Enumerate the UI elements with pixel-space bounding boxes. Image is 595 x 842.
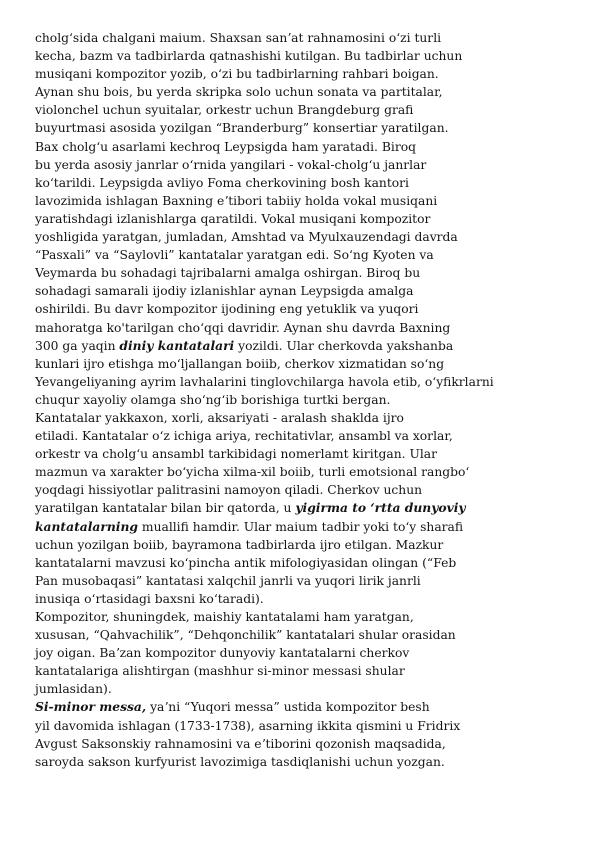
text-run: bu yerda asosiy janrlar oʻrnida yangilari - vokal-cholgʻu janrlar bbox=[35, 157, 427, 172]
text-run: “Pasxali” va “Saylovli” kantatalar yaratgan edi. Soʻng Kyoten va bbox=[35, 248, 434, 263]
text-run: jumlasidan). bbox=[35, 682, 112, 697]
text-line bbox=[35, 210, 590, 228]
text-line bbox=[35, 246, 590, 264]
text-line bbox=[35, 300, 590, 318]
text-line bbox=[35, 391, 590, 409]
text-line bbox=[35, 662, 590, 680]
emphasis-text: yigirma to ‘rtta dunyoviy bbox=[295, 500, 466, 516]
text-run: Yevangeliyaning ayrim lavhalarini tinglovchilarga havola etib, oʻyfikrlarni bbox=[35, 374, 494, 389]
text-run: oshirildi. Bu davr kompozitor ijodining eng yetuklik va yuqori bbox=[35, 302, 419, 317]
text-run: Veymarda bu sohadagi tajribalarni amalga oshirgan. Biroq bu bbox=[35, 266, 421, 281]
text-run: musiqani kompozitor yozib, oʻzi bu tadbirlarning rahbari boigan. bbox=[35, 67, 439, 82]
text-line bbox=[35, 373, 590, 391]
text-line bbox=[35, 264, 590, 282]
text-run: yil davomida ishlagan (1733-1738), asarning ikkita qismini u Fridrix bbox=[35, 718, 461, 733]
text-line bbox=[35, 228, 590, 246]
text-line bbox=[35, 554, 590, 572]
text-line bbox=[35, 481, 590, 499]
text-run: saroyda sakson kurfyurist lavozimiga tasdiqlanishi uchun yozgan. bbox=[35, 754, 445, 769]
text-run: kecha, bazm va tadbirlarda qatnashishi kutilgan. Bu tadbirlar uchun bbox=[35, 49, 463, 64]
text-line bbox=[35, 282, 590, 300]
text-line bbox=[35, 644, 590, 662]
text-run: joy oigan. Baʼzan kompozitor dunyoviy kantatalarni cherkov bbox=[35, 646, 410, 661]
text-line bbox=[35, 680, 590, 698]
text-run: yaratilgan kantatalar bilan bir qatorda, u bbox=[35, 501, 296, 516]
text-run: kantatalariga alishtirgan (mashhur si-minor messasi shular bbox=[35, 664, 405, 679]
text-line bbox=[35, 499, 590, 517]
text-run: Kantatalar yakkaxon, xorli, aksariyati - aralash shaklda ijro bbox=[35, 410, 404, 425]
text-line bbox=[35, 65, 590, 83]
text-run: yozildi. Ular cherkovda yakshanba bbox=[234, 338, 454, 353]
text-line bbox=[35, 101, 590, 119]
text-line bbox=[35, 29, 590, 47]
text-line bbox=[35, 174, 590, 192]
text-line bbox=[35, 536, 590, 554]
text-run: yoshligida yaratgan, jumladan, Amshtad va Myulxauzendagi davrda bbox=[35, 230, 458, 245]
text-run: Bax cholgʻu asarlami kechroq Leypsigda ham yaratadi. Biroq bbox=[35, 139, 416, 154]
text-run: etiladi. Kantatalar oʻz ichiga ariya, rechitativlar, ansambl va xorlar, bbox=[35, 429, 453, 444]
text-line bbox=[35, 735, 590, 753]
text-run: lavozimida ishlagan Baxning eʼtibori tabiiy holda vokal musiqani bbox=[35, 193, 438, 208]
text-run: buyurtmasi asosida yozilgan “Branderburg” konsertiar yaratilgan. bbox=[35, 121, 449, 136]
text-run: cholgʻsida chalgani maium. Shaxsan sanʼat rahnamosini oʻzi turli bbox=[35, 31, 442, 45]
text-run: Kompozitor, shuningdek, maishiy kantatalami ham yaratgan, bbox=[35, 610, 414, 624]
text-run: Aynan shu bois, bu yerda skripka solo uchun sonata va partitalar, bbox=[35, 85, 443, 100]
text-line bbox=[35, 698, 590, 716]
text-line bbox=[35, 119, 590, 137]
text-run: uchun yozilgan boiib, bayramona tadbirlarda ijro etilgan. Mazkur bbox=[35, 537, 444, 552]
text-run: sohadagi samarali ijodiy izlanishlar aynan Leypsigda amalga bbox=[35, 284, 414, 299]
text-run: yaʼni “Yuqori messa” ustida kompozitor besh bbox=[146, 700, 430, 715]
text-line bbox=[35, 355, 590, 373]
document-page bbox=[35, 29, 590, 771]
emphasis-text: diniy kantatalari bbox=[119, 337, 235, 353]
text-line bbox=[35, 83, 590, 101]
text-line bbox=[35, 445, 590, 463]
text-line bbox=[35, 337, 590, 355]
text-line bbox=[35, 427, 590, 445]
text-run: Pan musobaqasi” kantatasi xalqchil janrli va yuqori lirik janrli bbox=[35, 573, 421, 588]
text-line bbox=[35, 47, 590, 65]
text-line bbox=[35, 463, 590, 481]
text-run: kunlari ijro etishga moʻljallangan boiib, cherkov xizmatidan soʻng bbox=[35, 356, 445, 371]
text-line bbox=[35, 138, 590, 156]
text-line bbox=[35, 319, 590, 337]
text-run: violonchel uchun syuitalar, orkestr uchun Brangdeburg grafi bbox=[35, 103, 414, 118]
text-run: inusiqa oʻrtasidagi baxsni koʻtaradi). bbox=[35, 591, 264, 606]
text-run: chuqur xayoliy olamga shoʻngʻib borishiga turtki bergan. bbox=[35, 392, 391, 407]
text-run: Avgust Saksonskiy rahnamosini va eʼtiborini qozonish maqsadida, bbox=[35, 736, 446, 751]
text-line bbox=[35, 156, 590, 174]
text-line bbox=[35, 753, 590, 771]
text-line bbox=[35, 608, 590, 626]
emphasis-text: kantatalarning bbox=[35, 518, 138, 534]
text-line bbox=[35, 518, 590, 536]
text-run: muallifi hamdir. Ular maium tadbir yoki toʻy sharafi bbox=[138, 519, 464, 534]
text-run: yoqdagi hissiyotlar palitrasini namoyon qiladi. Cherkov uchun bbox=[35, 483, 423, 498]
text-line bbox=[35, 717, 590, 735]
text-run: orkestr va cholgʻu ansambl tarkibidagi nomerlamt kiritgan. Ular bbox=[35, 447, 438, 462]
text-line bbox=[35, 590, 590, 608]
text-line bbox=[35, 409, 590, 427]
document-body bbox=[35, 29, 590, 771]
text-run: mazmun va xarakter boʻyicha xilma-xil boiib, turli emotsional rangboʻ bbox=[35, 465, 470, 480]
text-run: kantatalarni mavzusi koʻpincha antik mifologiyasidan olingan (“Feb bbox=[35, 555, 457, 570]
text-run: 300 ga yaqin bbox=[35, 338, 120, 353]
text-run: mahoratga ko'tarilgan choʻqqi davridir. Aynan shu davrda Baxning bbox=[35, 320, 451, 335]
text-run: koʻtarildi. Leypsigda avliyo Foma cherkovining bosh kantori bbox=[35, 175, 409, 190]
text-run: xususan, “Qahvachilik”, “Dehqonchilik” kantatalari shular orasidan bbox=[35, 628, 456, 643]
text-line bbox=[35, 192, 590, 210]
text-line bbox=[35, 626, 590, 644]
text-line bbox=[35, 572, 590, 590]
emphasis-text: Si-minor messa, bbox=[35, 699, 147, 715]
text-run: yaratishdagi izlanishlarga qaratildi. Vokal musiqani kompozitor bbox=[35, 211, 431, 226]
